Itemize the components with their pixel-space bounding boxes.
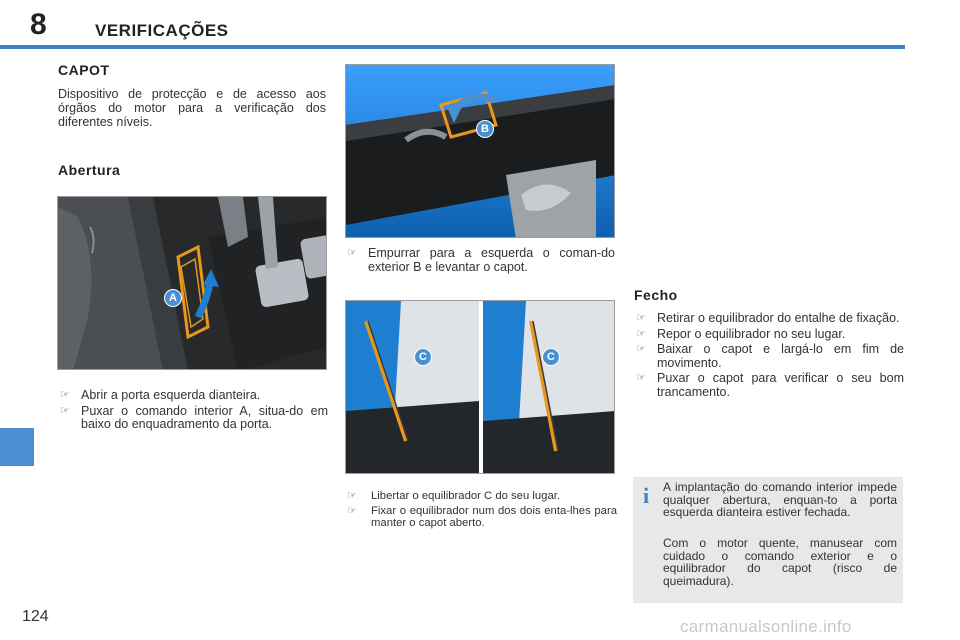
list-item: ☞ Libertar o equilibrador C do seu lugar. bbox=[347, 490, 561, 502]
section-intro: Dispositivo de protecção e de acesso aos órgãos do motor para a verificação dos diferentes níveis. bbox=[58, 87, 326, 129]
section-title: CAPOT bbox=[58, 62, 110, 78]
pointer-icon: ☞ bbox=[60, 404, 70, 417]
list-item: ☞ Retirar o equilibrador do entalhe de fixação. bbox=[636, 311, 900, 325]
closing-title: Fecho bbox=[634, 287, 678, 303]
figure-interior-release bbox=[57, 196, 327, 370]
list-item: ☞ Abrir a porta esquerda dianteira. bbox=[60, 388, 261, 402]
pointer-icon: ☞ bbox=[636, 343, 646, 355]
opening-title: Abertura bbox=[58, 162, 121, 178]
list-item: ☞ Fixar o equilibrador num dos dois enta-lhes para manter o capot aberto. bbox=[347, 504, 617, 529]
pointer-icon: ☞ bbox=[636, 312, 646, 324]
chapter-side-tab bbox=[0, 428, 34, 466]
label-c-badge-right: C bbox=[542, 348, 560, 366]
info-box bbox=[633, 477, 903, 603]
info-icon: i bbox=[643, 483, 650, 508]
figure-exterior-release bbox=[345, 64, 615, 238]
chapter-title: VERIFICAÇÕES bbox=[95, 21, 229, 40]
pointer-icon: ☞ bbox=[347, 490, 357, 502]
info-paragraph: Com o motor quente, manusear com cuidado o comando exterior e o equilibrador do capot (risco de queimadura). bbox=[663, 536, 897, 588]
page-number: 124 bbox=[22, 608, 49, 625]
pointer-icon: ☞ bbox=[636, 372, 646, 384]
list-item: ☞ Puxar o capot para verificar o seu bom trancamento. bbox=[636, 371, 904, 399]
prop-rod-illustration bbox=[346, 301, 615, 474]
list-item: ☞ Puxar o comando interior A, situa-do em baixo do enquadramento da porta. bbox=[60, 403, 328, 431]
pointer-icon: ☞ bbox=[347, 504, 357, 517]
info-paragraph: A implantação do comando interior impede qualquer abertura, enquan-to a porta esquerda dianteira estiver fechada. bbox=[663, 480, 897, 519]
opening-steps bbox=[58, 389, 328, 434]
list-item: ☞ Repor o equilibrador no seu lugar. bbox=[636, 326, 846, 341]
label-a-badge: A bbox=[164, 289, 182, 307]
pointer-icon: ☞ bbox=[636, 327, 646, 340]
label-b-badge: B bbox=[476, 120, 494, 138]
list-item: ☞ Baixar o capot e largá-lo em fim de movimento. bbox=[636, 342, 904, 370]
label-c-badge-left: C bbox=[414, 348, 432, 366]
closing-steps bbox=[634, 312, 904, 401]
prop-rod-steps bbox=[345, 490, 617, 532]
watermark: carmanualsonline.info bbox=[680, 617, 852, 636]
interior-release-illustration bbox=[58, 197, 327, 370]
pointer-icon: ☞ bbox=[60, 389, 70, 401]
header-rule bbox=[0, 45, 905, 49]
list-item: ☞ Empurrar para a esquerda o coman-do exterior B e levantar o capot. bbox=[347, 246, 615, 274]
chapter-number: 8 bbox=[30, 8, 47, 41]
pointer-icon: ☞ bbox=[347, 247, 357, 259]
exterior-steps bbox=[345, 247, 615, 276]
figure-prop-rod bbox=[345, 300, 615, 474]
exterior-release-illustration bbox=[346, 65, 615, 238]
